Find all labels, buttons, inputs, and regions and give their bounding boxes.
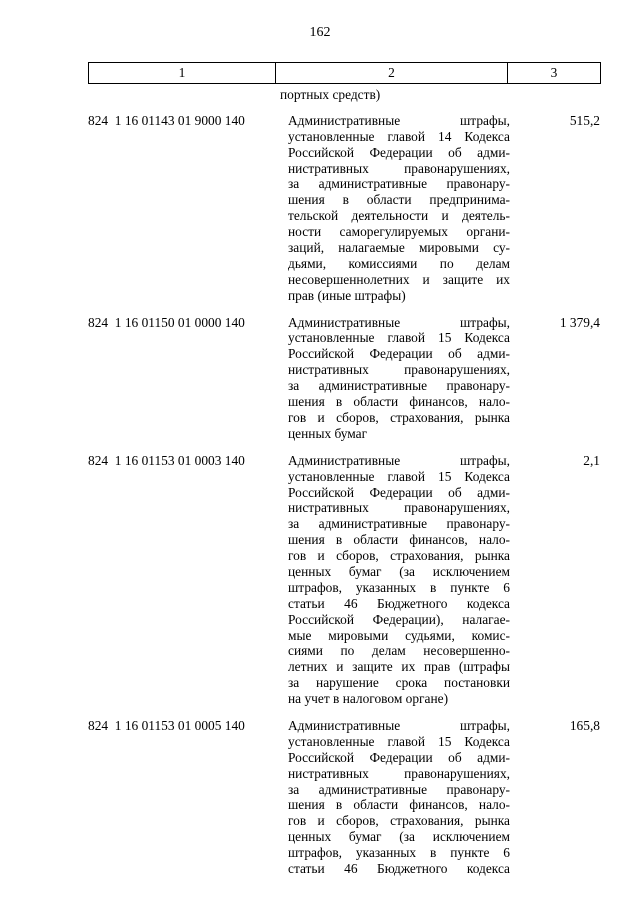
budget-code: 824 1 16 01153 01 0005 140 (88, 717, 245, 733)
description-line: Административные штрафы, (288, 112, 510, 128)
description-line: прав (иные штрафы) (288, 287, 406, 303)
table-row (0, 315, 640, 442)
description-line: шения в области предпринима- (288, 192, 510, 208)
description-line: Административные штрафы, (288, 452, 510, 468)
description-line: Российской Федерации об адми- (288, 346, 510, 362)
description-line: Российской Федерации об адми- (288, 484, 510, 500)
income-description (288, 315, 510, 442)
description-line: сиями по делам несовершенно- (288, 643, 510, 659)
amount: 1 379,4 (559, 314, 600, 330)
description-line: дьями, комиссиями по делам (288, 255, 510, 271)
description-line: летних и защите их прав (штрафы (288, 659, 510, 675)
description-line: нистративных правонарушениях, (288, 500, 510, 516)
description-line: Российской Федерации об адми- (288, 144, 510, 160)
amount: 165,8 (569, 717, 600, 733)
description-line: несовершеннолетних и защите их (288, 271, 510, 287)
description-line: за административные правонару- (288, 781, 510, 797)
column-header-2: 2 (276, 63, 508, 84)
description-line: Российской Федерации), налагае- (288, 611, 510, 627)
description-line: установленные главой 15 Кодекса (288, 468, 510, 484)
column-header-3: 3 (508, 63, 601, 84)
description-line: ности саморегулируемых органи- (288, 224, 510, 240)
budget-code: 824 1 16 01150 01 0000 140 (88, 314, 245, 330)
description-line: шения в области финансов, нало- (288, 797, 510, 813)
budget-code: 824 1 16 01153 01 0003 140 (88, 452, 245, 468)
rows-container (0, 113, 640, 877)
description-line: ценных бумаг (за исключением (288, 563, 510, 579)
description-line: статьи 46 Бюджетного кодекса (288, 595, 510, 611)
description-line: статьи 46 Бюджетного кодекса (288, 860, 510, 876)
page-number: 162 (309, 25, 331, 40)
description-line: заций, налагаемые мировыми су- (288, 240, 510, 256)
income-description (288, 718, 510, 877)
amount: 2,1 (583, 452, 600, 468)
table-row (0, 113, 640, 304)
income-description (288, 113, 510, 304)
budget-code: 824 1 16 01143 01 9000 140 (88, 112, 245, 128)
description-line: Российской Федерации об адми- (288, 749, 510, 765)
description-line: мые мировыми судьями, комис- (288, 627, 510, 643)
description-line: шения в области финансов, нало- (288, 532, 510, 548)
description-line: ценных бумаг (288, 425, 368, 441)
description-line: нистративных правонарушениях, (288, 160, 510, 176)
description-line: гов и сборов, страхования, рынка (288, 409, 510, 425)
description-line: установленные главой 14 Кодекса (288, 128, 510, 144)
table-row (0, 453, 640, 707)
continuation-text: портных средств) (280, 87, 381, 102)
description-line: за административные правонару- (288, 516, 510, 532)
description-line: штрафов, указанных в пункте 6 (288, 845, 510, 861)
column-header-1: 1 (89, 63, 276, 84)
description-line: за нарушение срока постановки (288, 675, 510, 691)
description-line: Административные штрафы, (288, 314, 510, 330)
description-line: установленные главой 15 Кодекса (288, 330, 510, 346)
description-line: гов и сборов, страхования, рынка (288, 548, 510, 564)
description-line: нистративных правонарушениях, (288, 765, 510, 781)
description-line: ценных бумаг (за исключением (288, 829, 510, 845)
description-line: за административные правонару- (288, 378, 510, 394)
description-line: нистративных правонарушениях, (288, 362, 510, 378)
table-header (88, 62, 601, 84)
description-line: за административные правонару- (288, 176, 510, 192)
income-description (288, 453, 510, 707)
table-row (0, 718, 640, 877)
description-line: штрафов, указанных в пункте 6 (288, 579, 510, 595)
description-line: гов и сборов, страхования, рынка (288, 813, 510, 829)
description-line: установленные главой 15 Кодекса (288, 733, 510, 749)
table-body (0, 87, 640, 877)
description-line: Административные штрафы, (288, 717, 510, 733)
amount: 515,2 (569, 112, 600, 128)
description-line: тельской деятельности и деятель- (288, 208, 510, 224)
description-line: шения в области финансов, нало- (288, 394, 510, 410)
description-line: на учет в налоговом органе) (288, 691, 449, 707)
